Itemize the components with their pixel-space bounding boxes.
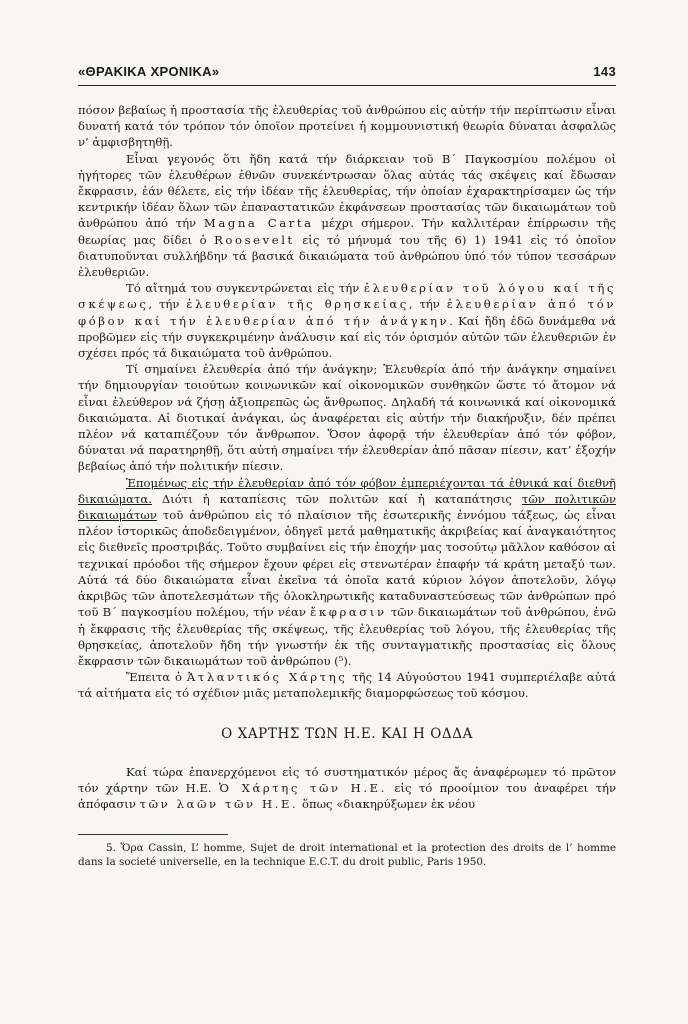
journal-title: «ΘΡΑΚΙΚΑ ΧΡΟΝΙΚΑ»	[78, 64, 220, 79]
footnote-number: 5.	[106, 842, 116, 855]
paragraph-3: Τό αἴτημά του συγκεντρώνεται εἰς τήν ἐλευθερίαν τοῦ λόγου καί τῆς σκέψεως, τήν ἐλευθερίαν τῆς θρησκείας, τήν ἐλευθερίαν ἀπό τόν φόβον καί τήν ἐλευθερίαν ἀπό τήν ἀνάγκην. Καί ἤδη ἐδῶ δυνάμεθα νά προβῶμεν εἰς τήν συγκεκριμένην ἀνάλυσιν καί εἰς τόν ὁρισμόν αὐτῶν τῶν ἐλευθεριῶν ἐν σχέσει πρός τά δικαιώματα τοῦ ἀνθρώπου.	[78, 281, 617, 361]
paragraph-5: Ἐπομένως εἰς τήν ἐλευθερίαν ἀπό τόν φόβον ἐμπεριέχονται τά ἐθνικά καί διεθνῆ δικαιώματα. Διότι ἡ καταπίεσις τῶν πολιτῶν καί ἡ καταπάτησις τῶν πολιτικῶν δικαιωμάτων τοῦ ἀνθρώπου εἰς τό πλαίσιον τῆς ἐσωτερικῆς ἐννόμου τάξεως, ὡς εἶναι πλέον ἱστορικῶς ἀποδεδειγμένον, ὁδηγεῖ μετά μαθηματικῆς ἀκριβείας καί ἀναγκαιότητος εἰς διεθνεῖς προστριβάς. Τοῦτο συμβαίνει εἰς τήν ἐποχήν μας τοσούτῳ μᾶλλον καθόσον αἱ τεχνικαί πρόοδοι τῆς σήμερον ἔχουν φέρει εἰς στενωτέραν ἐπαφήν τά κράτη μεταξύ των. Αὐτά τά δύο δικαιώματα εἶναι ἐκεῖνα τά ὁποῖα κατά κύριον λόγον ἀποτελοῦν, λόγῳ ἀκριβῶς τῶν ἀποτελεσμάτων τῆς ὁλοκληρωτικῆς καταδυναστεύσεως τῶν ἀνθρώπων πρό τοῦ Β΄ παγκοσμίου πολέμου, τήν νέαν ἔκφρασιν τῶν δικαιωμάτων τοῦ ἀνθρώπου, ἐνῶ ἡ ἔκφρασις τῆς ἐλευθερίας τῆς σκέψεως, τῆς ἐλευθερίας τοῦ λόγου, τῆς ἐλευθερίας τῆς θρησκείας, ἀποτελοῦν ἤδη τήν γνωστήν ἐκ τῆς συνταγματικῆς προστασίας εἰς ὅλους ἔκφρασιν τῶν δικαιωμάτων τοῦ ἀνθρώπου (⁵).	[78, 475, 616, 668]
footnote	[78, 841, 616, 869]
paragraph-2: Εἶναι γεγονός ὅτι ἤδη κατά τήν διάρκειαν τοῦ Β΄ Παγκοσμίου πολέμου οἱ ἡγήτορες τῶν ἐλευθέρων ἐθνῶν συνεκέντρωσαν ὅλας αὐτάς τάς σκέψεις καί ἔδωσαν ἔκφρασιν, ἐάν θέλετε, εἰς τήν ἰδέαν τῆς ἐλευθερίας, τήν ὁποίαν ἐχαρακτηρίσαμεν ὡς τήν κεντρικήν ἰδέαν ὅλων τῶν ἐπαναστατικῶν ἐκφάνσεων προστασίας τῶν δικαιωμάτων τοῦ ἀνθρώπου ἀπό τήν Magna Carta μέχρι σήμερον. Τήν καλλιτέραν ἐπίρρωσιν τῆς θεωρίας μας δίδει ὁ Roosevelt εἰς τό μήνυμά του τῆς 6) 1) 1941 εἰς τό ὁποῖον διατυποῦνται συλλήβδην τά βασικά δικαιώματα τοῦ ἀνθρώπου ὑπό τόν τύπον τεσσάρων ἐλευθεριῶν.	[78, 151, 617, 280]
spaced-term-freedom-fear-want: ἐλευθερίαν ἀπό τόν φόβον καί τήν ἐλευθερίαν ἀπό τήν ἀνάγκην	[78, 297, 616, 328]
paragraph-1: πόσον βεβαίως ἡ προστασία τῆς ἐλευθερίας τοῦ ἀνθρώπου εἰς αὐτήν τήν περίπτωσιν εἶναι δυνατή κατά τόν τρόπον τόν ὁποῖον προτείνει ἡ κομμουνιστική θεωρία δύναται ἀσφαλῶς ν’ ἀμφισβητηθῇ.	[78, 103, 616, 150]
underlined-passage-1: Ἐπομένως εἰς τήν ἐλευθερίαν ἀπό τόν φόβον ἐμπεριέχονται τά ἐθνικά καί διεθνῆ δικαιώματα.	[78, 475, 616, 506]
footnote-rule	[78, 834, 228, 835]
running-header	[78, 64, 616, 79]
spaced-term-magna-carta: Magna Carta	[203, 216, 314, 231]
body-text	[78, 102, 616, 812]
spaced-term-freedom-religion: ἐλευθερίαν τῆς θρησκείας	[186, 297, 409, 312]
page-number: 143	[593, 64, 616, 79]
spaced-term-freedom-speech: ἐλευθερίαν τοῦ λόγου καί τῆς σκέψεως	[78, 281, 616, 312]
underlined-passage-2: τῶν πολιτικῶν δικαιωμάτων	[78, 491, 616, 523]
spaced-term-atlantic-charter: Ἀτλαντικός Χάρτης	[186, 670, 348, 685]
spaced-term-un-charter: Ὁ Χάρτης τῶν Η.Ε.	[219, 780, 388, 795]
section-title: Ο ΧΑΡΤΗΣ ΤΩΝ Η.Ε. ΚΑΙ Η ΟΔΔΑ	[221, 725, 473, 742]
paragraph-6: Ἔπειτα ὁ Ἀτλαντικός Χάρτης τῆς 14 Αὐγούστου 1941 συμπεριέλαβε αὐτά τά αἰτήματα εἰς τό σχέδιον μιᾶς μεταπολεμικῆς διαμορφώσεως τοῦ κόσμου.	[78, 670, 616, 701]
spaced-term-peoples-un: τῶν λαῶν τῶν Η.Ε.	[139, 797, 299, 812]
paragraph-4: Τί σημαίνει ἐλευθερία ἀπό τήν ἀνάγκην; Ἐλευθερία ἀπό τήν ἀνάγκην σημαίνει τήν δημιουργίαν τοιούτων κοινωνικῶν καί οἰκονομικῶν συνθηκῶν ὥστε τό ἄτομον νά εἶναι ἐλεύθερον νά ζήσῃ ἀξιοπρεπῶς ὡς ἄνθρωπος. Δηλαδή τά κοινωνικά καί οἰκονομικά δικαιώματα. Αἱ διοτικαί ἀνάγκαι, ὡς ἀναφέρεται εἰς αὐτήν τήν διακήρυξιν, δέν πρέπει πλέον νά καταπιέζουν τόν ἄνθρωπον. Ὅσον ἀφορᾷ τήν ἐλευθερίαν ἀπό τόν φόβον, δύναται νά παρατηρηθῇ, ὅτι αὐτή σημαίνει τήν ἐλευθερίαν ἀπό πᾶσαν πίεσιν, κατ’ ἐξοχήν βεβαίως ἀπό τήν πολιτικήν πίεσιν.	[78, 362, 616, 474]
spaced-term-expression: ἔκφρασιν	[310, 605, 387, 620]
footnote-text: Ὅρα Cassin, L’ homme, Sujet de droit international et la protection des droits de l’ homme dans la societé universelle, en la technique E.C.T. du droit public, Paris 1950.	[78, 842, 616, 869]
paragraph-7: Καί τώρα ἐπανερχόμενοι εἰς τό συστηματικόν μέρος ἄς ἀναφέρωμεν τό πρῶτον τόν χάρτην τῶν Η.Ε. Ὁ Χάρτης τῶν Η.Ε. εἰς τό προοίμιον του ἀναφέρει τήν ἀπόφασιν τῶν λαῶν τῶν Η.Ε. ὅπως «διακηρύξωμεν ἐκ νέου	[78, 764, 616, 812]
header-rule	[78, 85, 616, 86]
spaced-term-roosevelt: Roosevelt	[214, 232, 295, 247]
